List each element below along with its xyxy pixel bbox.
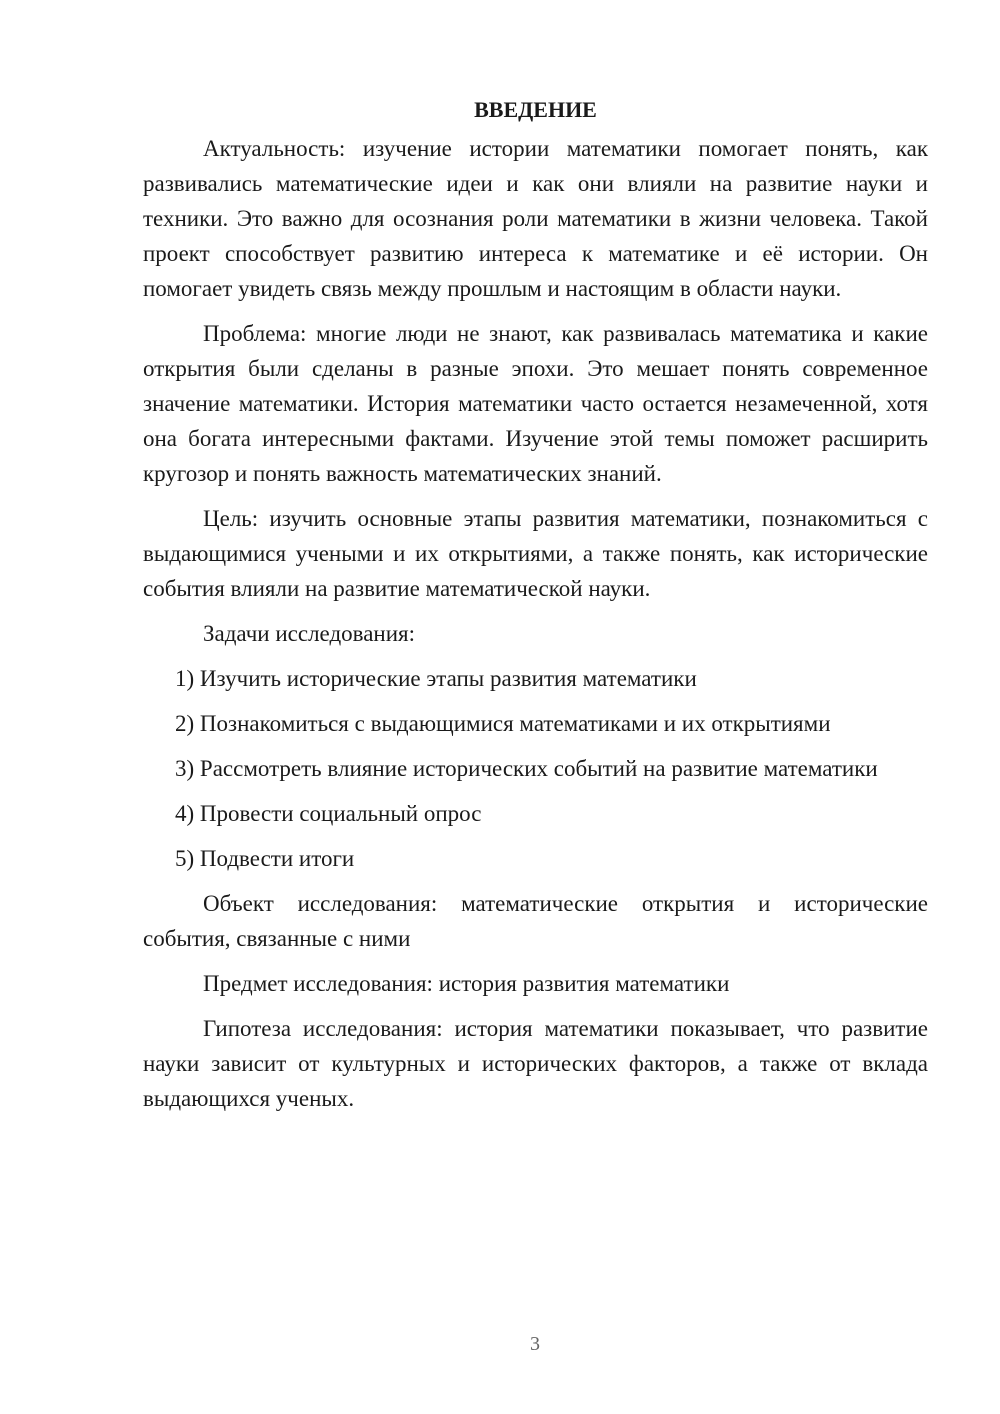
- document-body: [143, 92, 928, 1126]
- task-item: 2) Познакомиться с выдающимися математиками и их открытиями: [175, 711, 831, 736]
- task-item: 5) Подвести итоги: [175, 846, 355, 871]
- subject-paragraph: Предмет исследования: история развития математики: [203, 971, 730, 996]
- section-heading: ВВЕДЕНИЕ: [474, 97, 597, 122]
- tasks-heading: Задачи исследования:: [203, 621, 416, 646]
- relevance-paragraph: Актуальность: изучение истории математики помогает понять, как развивались математические идеи и как они влияли на развитие науки и техники. Это важно для осознания роли математики в жизни человека. Такой проект способствует развитию интереса к математике и её истории. Он помогает увидеть связь между прошлым и настоящим в области науки.: [143, 136, 928, 301]
- task-item: 4) Провести социальный опрос: [175, 801, 482, 826]
- task-item: 3) Рассмотреть влияние исторических событий на развитие математики: [175, 756, 878, 781]
- task-item: 1) Изучить исторические этапы развития математики: [175, 666, 697, 691]
- page-number: 3: [530, 1333, 540, 1355]
- object-paragraph: Объект исследования: математические открытия и исторические события, связанные с ними: [143, 891, 928, 951]
- hypothesis-paragraph: Гипотеза исследования: история математики показывает, что развитие науки зависит от культурных и исторических факторов, а также от вклада выдающихся ученых.: [143, 1016, 928, 1111]
- problem-paragraph: Проблема: многие люди не знают, как развивалась математика и какие открытия были сделаны в разные эпохи. Это мешает понять современное значение математики. История математики часто остается незамеченной, хотя она богата интересными фактами. Изучение этой темы поможет расширить кругозор и понять важность математических знаний.: [143, 321, 928, 486]
- goal-paragraph: Цель: изучить основные этапы развития математики, познакомиться с выдающимися учеными и их открытиями, а также понять, как исторические события влияли на развитие математической науки.: [143, 506, 928, 601]
